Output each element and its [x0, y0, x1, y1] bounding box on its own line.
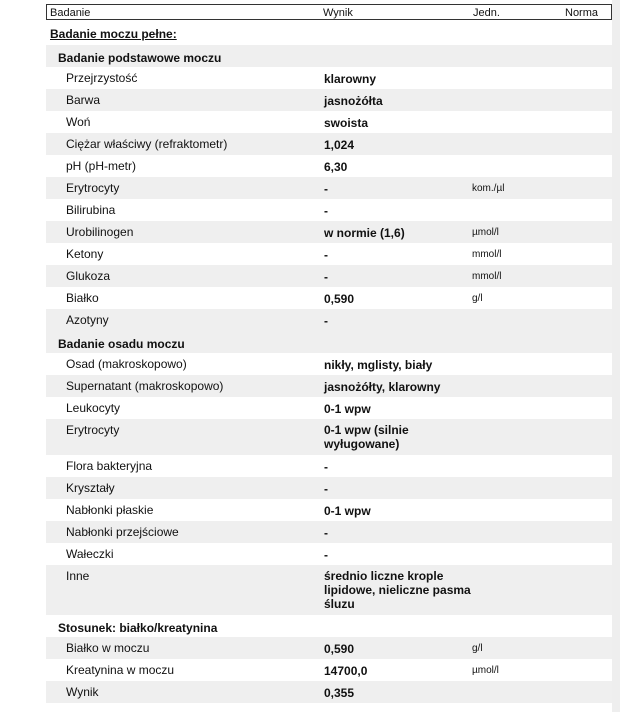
row-value: 0-1 wpw [324, 504, 371, 518]
row-name: Wynik [66, 685, 99, 699]
row-value: swoista [324, 116, 369, 130]
row-value: jasnożółty, klarowny [324, 380, 441, 394]
row-name: Glukoza [66, 269, 111, 283]
row-unit: g/l [472, 643, 483, 654]
row-value: - [324, 270, 328, 284]
row-name: Erytrocyty [66, 181, 120, 195]
row-name: Kryształy [66, 481, 115, 495]
table-row [46, 177, 612, 199]
row-value: 0,590 [324, 292, 355, 306]
section-header: Badanie osadu moczu [46, 331, 612, 353]
row-value: - [324, 460, 328, 474]
row-value: 1,024 [324, 138, 355, 152]
row-value: klarowny [324, 72, 377, 86]
table-row [46, 499, 612, 521]
row-name: Barwa [66, 93, 101, 107]
table-row [46, 681, 612, 703]
row-unit: mmol/l [472, 249, 502, 260]
row-name: Kreatynina w moczu [66, 663, 175, 677]
header-result: Wynik [323, 7, 353, 19]
row-value: 0,590 [324, 642, 355, 656]
table-row [46, 521, 612, 543]
row-name: Urobilinogen [66, 225, 134, 239]
section-header: Badanie podstawowe moczu [46, 45, 612, 67]
row-name: Flora bakteryjna [66, 459, 153, 473]
table-row [46, 455, 612, 477]
table-row [46, 659, 612, 681]
table-row [46, 375, 612, 397]
row-value: jasnożółta [324, 94, 383, 108]
table-row [46, 199, 612, 221]
row-value: - [324, 314, 328, 328]
row-name: Leukocyty [66, 401, 121, 415]
table-row [46, 543, 612, 565]
row-name: Wałeczki [66, 547, 114, 561]
row-unit: mmol/l [472, 271, 502, 282]
row-unit: kom./µl [472, 183, 505, 194]
report-title: Badanie moczu pełne: [50, 27, 177, 41]
table-row [46, 243, 612, 265]
table-row [46, 265, 612, 287]
row-name: Woń [66, 115, 91, 129]
table-row [46, 221, 612, 243]
header-norm: Norma [565, 7, 599, 19]
row-name: Ciężar właściwy (refraktometr) [66, 137, 228, 151]
table-header [46, 4, 612, 20]
row-name: Nabłonki przejściowe [66, 525, 179, 539]
table-row [46, 477, 612, 499]
row-value: - [324, 482, 328, 496]
row-name: Przejrzystość [66, 71, 138, 85]
row-name: Supernatant (makroskopowo) [66, 379, 224, 393]
table-row [46, 89, 612, 111]
row-name: Białko [66, 291, 99, 305]
row-unit: g/l [472, 293, 483, 304]
row-value: 0,355 [324, 686, 355, 700]
table-row [46, 353, 612, 375]
row-value: 14700,0 [324, 664, 368, 678]
table-row [46, 397, 612, 419]
table-row [46, 637, 612, 659]
row-name: Erytrocyty [66, 423, 120, 437]
row-value: - [324, 204, 328, 218]
table-row [46, 309, 612, 331]
row-value: w normie (1,6) [324, 226, 405, 240]
table-row [46, 67, 612, 89]
row-value: średnio liczne krople lipidowe, nieliczne pasma śluzu [324, 569, 471, 611]
row-name: pH (pH-metr) [66, 159, 137, 173]
row-name: Ketony [66, 247, 104, 261]
table-row [46, 155, 612, 177]
row-value: - [324, 182, 328, 196]
row-name: Azotyny [66, 313, 109, 327]
table-row [46, 111, 612, 133]
row-value: - [324, 526, 328, 540]
row-name: Osad (makroskopowo) [66, 357, 187, 371]
row-value: 0-1 wpw [324, 402, 371, 416]
table-row [46, 287, 612, 309]
section-header: Stosunek: białko/kreatynina [46, 615, 612, 637]
row-value: nikły, mglisty, biały [324, 358, 433, 372]
row-name: Białko w moczu [66, 641, 150, 655]
table-row [46, 133, 612, 155]
row-value: - [324, 548, 328, 562]
row-unit: µmol/l [472, 227, 499, 238]
table-row [46, 565, 612, 615]
row-name: Nabłonki płaskie [66, 503, 154, 517]
header-unit: Jedn. [473, 7, 500, 19]
row-name: Bilirubina [66, 203, 116, 217]
row-value: 0-1 wpw (silnie wyługowane) [324, 423, 409, 451]
row-value: 6,30 [324, 160, 348, 174]
header-test: Badanie [50, 7, 91, 19]
row-name: Inne [66, 569, 90, 583]
table-row [46, 419, 612, 455]
row-unit: µmol/l [472, 665, 499, 676]
row-value: - [324, 248, 328, 262]
